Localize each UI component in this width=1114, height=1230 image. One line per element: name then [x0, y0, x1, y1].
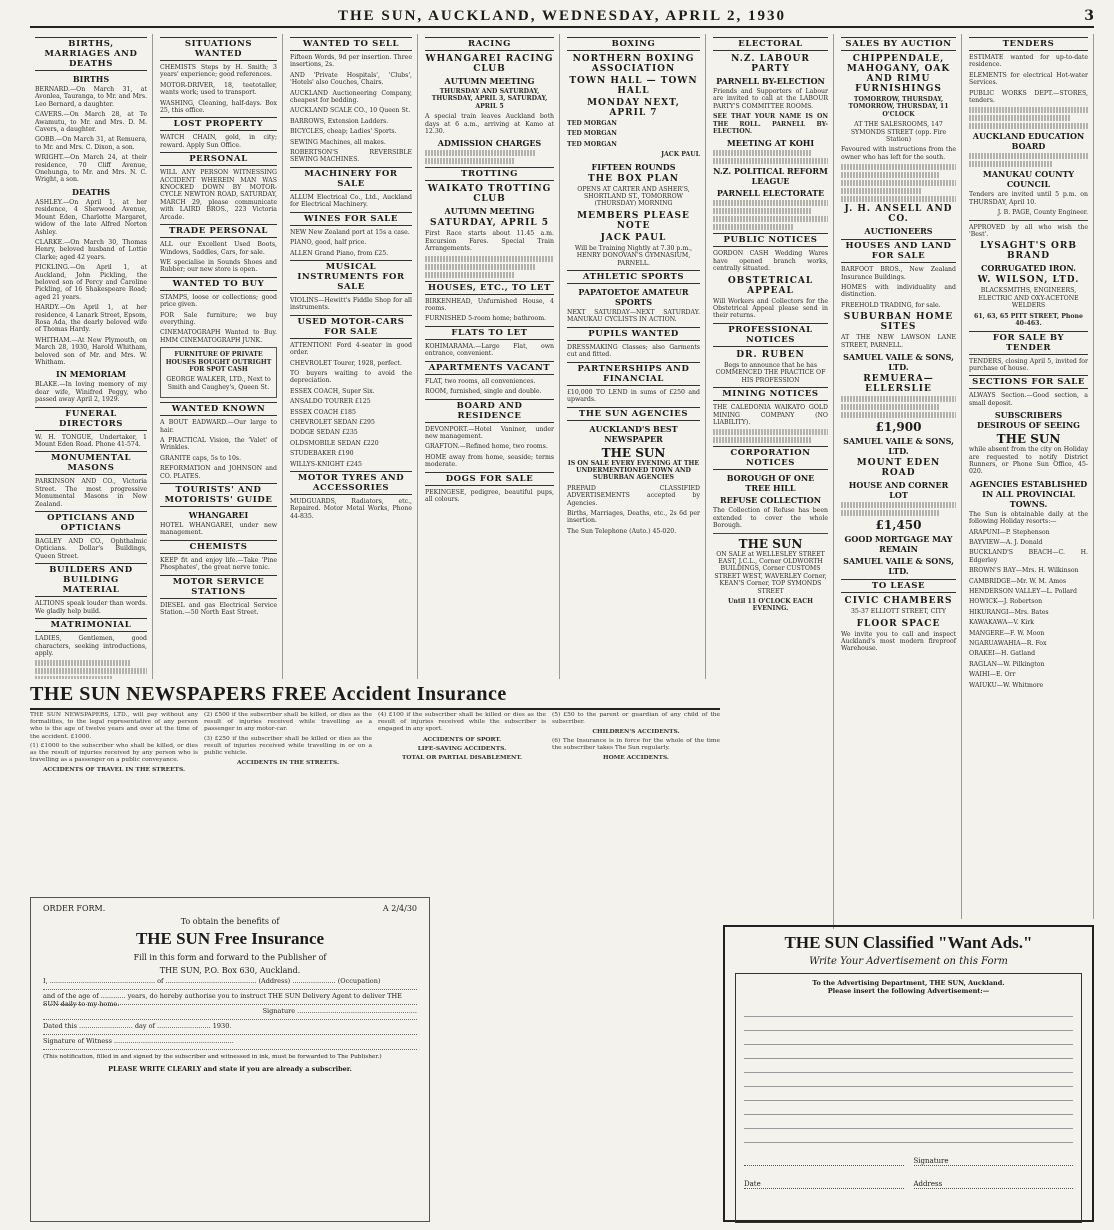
apartment-ad: ROOM, furnished, single and double.	[425, 388, 542, 396]
trotting-club: WAIKATO TROTTING CLUB	[427, 184, 552, 205]
section-head-auction: SALES BY AUCTION	[841, 37, 956, 51]
resort-item: WAIHI—E. Orr	[969, 671, 1016, 679]
memoriam-notice: BLAKE.—In loving memory of my dear wife, Winifred Peggy, who passed away April 2, 1929.	[35, 381, 147, 404]
mount-eden-sub: HOUSE AND CORNER LOT	[848, 480, 949, 501]
resort-item: BUCKLAND'S BEACH—C. H. Edgerley	[969, 549, 1088, 564]
want-ads-insert: Please insert the following Advertisement:—	[827, 987, 990, 995]
section-head-board: BOARD AND RESIDENCE	[425, 399, 554, 423]
sell-ad: BARROWS, Extension Ladders.	[290, 117, 389, 125]
order-address: THE SUN, P.O. Box 630, Auckland.	[159, 966, 301, 975]
insurance-column	[30, 712, 198, 892]
section-head-wanted-sell: WANTED TO SELL	[290, 37, 412, 51]
address-field[interactable]: Address	[914, 1180, 1074, 1189]
mount-eden: MOUNT EDEN ROAD	[856, 458, 941, 479]
doctor-text: Begs to announce that he has COMMENCED THE PRACTICE OF HIS PROFESSION	[715, 361, 826, 384]
section-head-wanted-buy: WANTED TO BUY	[160, 277, 277, 291]
athletic-club: PAPATOETOE AMATEUR SPORTS	[578, 287, 689, 308]
insurance-subhead: ACCIDENTS IN THE STREETS.	[236, 759, 340, 767]
tender-ad: ESTIMATE wanted for up-to-date residence.	[969, 54, 1088, 69]
order-intro: To obtain the benefits of	[180, 917, 280, 926]
insurance-order-form	[30, 897, 430, 1222]
instruments-ad: VIOLINS—Hewitt's Fiddle Shop for all instruments.	[290, 296, 412, 312]
house-land-ad: HOMES with individuality and distinction.	[841, 284, 956, 299]
section-head-wines: WINES FOR SALE	[290, 212, 412, 226]
refuse: REFUSE COLLECTION	[719, 495, 822, 506]
resort-item: BAYVIEW—A. J. Donald	[969, 538, 1043, 546]
boxer-name: TED MORGAN	[567, 120, 617, 127]
tourists-ad: HOTEL WHANGAREI, under new management.	[160, 522, 277, 537]
section-head-wanted-known: WANTED KNOWN	[160, 402, 277, 416]
agencies-head: AUCKLAND'S BEST NEWSPAPER	[589, 423, 678, 444]
car-list-item: ANSALDO TOURER £125	[290, 398, 371, 406]
athletic-text: NEXT SATURDAY—NEXT SATURDAY. MANUKAU CYCLISTS IN ACTION.	[567, 309, 700, 324]
car-ad: TO buyers waiting to avoid the depreciation.	[290, 369, 412, 385]
resort-item: WAIUKU—W. Whitmore	[969, 681, 1044, 689]
insurance-body	[30, 712, 720, 892]
sun-sale-time: Until 11 O'CLOCK EACH EVENING.	[727, 597, 814, 613]
order-form-code: A 2/4/30	[382, 904, 417, 913]
prepaid-text: PREPAID CLASSIFIED ADVERTISEMENTS accepted by Agencies.	[567, 484, 700, 507]
furniture-box	[160, 347, 277, 398]
trotting-meeting: AUTUMN MEETING	[444, 206, 535, 217]
situation-ad: CHEMISTS Steps by H. Smith; 3 years' experience; good references.	[160, 64, 277, 79]
insurance-subhead: LIFE-SAVING ACCIDENTS.	[417, 744, 507, 752]
sell-ad: AUCKLAND SCALE CO., 10 Queen St.	[290, 107, 411, 115]
birth-notice: CAVERS.—On March 28, at Te Awamutu, to Mr. and Mrs. D. M. Cavers, a daughter.	[35, 111, 147, 134]
insurance-paragraph: (2) £500 if the subscriber shall be killed, or dies as the result of injuries received while travelling as a passenger in any motor-car.	[204, 712, 372, 733]
auction-when: TOMORROW, THURSDAY, TOMORROW, THURSDAY, 11 O'CLOCK	[848, 96, 949, 118]
box-plan: THE BOX PLAN	[587, 173, 680, 184]
section-head-to-lease: TO LEASE	[841, 579, 956, 593]
wanted-known-ad: REFORMATION and JOHNSON and CO. PLATES.	[160, 465, 277, 480]
situation-ad: WASHING, Cleaning, half-days. Box 25, this office.	[160, 99, 277, 115]
section-head-funeral: FUNERAL DIRECTORS	[35, 407, 147, 431]
section-head-trade: TRADE PERSONAL	[160, 224, 277, 238]
signature-field[interactable]: Signature ..........................................................	[43, 1007, 417, 1020]
wanted-buy-ad: FOR Sale furniture; we buy everything.	[160, 311, 277, 326]
trotting-text: First Race starts about 11.45 a.m. Excursion Fares. Special Train Arrangements.	[425, 230, 554, 253]
lost-ad: WATCH CHAIN, gold, in city; reward. Apply Sun Office.	[160, 134, 277, 149]
section-head-athletic: ATHLETIC SPORTS	[567, 270, 700, 284]
builders-ad: ALTIONS speak louder than words. We gladly help build.	[35, 600, 147, 615]
resort-item: HENDERSON VALLEY—L. Pollard	[969, 588, 1077, 595]
pupils-ad: DRESSMAKING Classes; also Garments cut and fitted.	[567, 343, 700, 359]
signature-field[interactable]: Signature	[914, 1157, 1074, 1166]
board-ad: GRAFTON.—Refined home, two rooms.	[425, 443, 548, 451]
funeral-ad: W. H. TONGUE, Undertaker, 1 Mount Eden Road. Phone 41-574.	[35, 433, 147, 449]
want-ads-form	[723, 925, 1094, 1222]
section-head-sections: SECTIONS FOR SALE	[969, 375, 1088, 389]
wilson: W. WILSON, LTD.	[977, 275, 1080, 286]
apartment-ad: FLAT, two rooms, all conveniences.	[425, 377, 536, 385]
section-head-chemists: CHEMISTS	[160, 540, 277, 554]
section-head-tender-sale: FOR SALE BY TENDER	[969, 331, 1088, 355]
car-ad: ESSEX COACH, Super Six.	[290, 387, 375, 395]
wines-ad: PIANO, good, half price.	[290, 239, 367, 247]
order-footer: PLEASE WRITE CLEARLY and state if you are already a subscriber.	[108, 1065, 352, 1073]
section-head-matrimonial: MATRIMONIAL	[35, 618, 147, 632]
wilson-address: 61, 63, 65 PITT STREET, Phone 40-463.	[974, 312, 1083, 328]
section-head-tourists: TOURISTS' AND MOTORISTS' GUIDE	[160, 483, 277, 507]
insurance-banner: THE SUN NEWSPAPERS FREE Accident Insurance	[30, 683, 720, 710]
tender-ad: PUBLIC WORKS DEPT.—STORES, tenders.	[969, 89, 1088, 105]
dogs-ad: PEKINGESE, pedigree, beautiful pups, all colours.	[425, 488, 554, 503]
reform-league: N.Z. POLITICAL REFORM LEAGUE	[713, 166, 828, 187]
insurance-column	[552, 712, 720, 892]
monumental-ad: PARKINSON AND CO., Victoria Street. The most progressive Monumental Masons in New Zealand.	[35, 478, 147, 508]
boxing-association: NORTHERN BOXING ASSOCIATION	[572, 54, 695, 74]
trotting-date: SATURDAY, APRIL 5	[429, 218, 550, 229]
auction-text: Favoured with instructions from the owner who has left for the south.	[841, 146, 956, 161]
section-head-dogs: DOGS FOR SALE	[425, 472, 554, 486]
vote-line: SEE THAT YOUR NAME IS ON THE ROLL. PARNELL BY-ELECTION.	[713, 113, 828, 136]
subhead-memoriam: IN MEMORIAM	[55, 369, 127, 380]
name-field[interactable]: I, ................................................... of ............................................ (Address) ..................... (Occupation)	[43, 977, 417, 990]
column-situations	[155, 34, 283, 679]
death-notice: WHITHAM.—At New Plymouth, on March 28, 1930, Harold Whitham, beloved son of Mr. and Mrs. W. Whitham.	[35, 336, 147, 366]
tyres-ad: MUDGUARDS, Radiators, etc., Repaired. Motor Metal Works, Phone 44-835.	[290, 498, 412, 520]
sell-ad: AND 'Private Hospitals', 'Clubs', 'Hotels' also Couches, Chairs.	[290, 71, 412, 87]
trade-ad: ALL our Excellent Used Boots, Windows, Saddles, Cars, for sale.	[160, 241, 277, 256]
section-head-corporation: CORPORATION NOTICES	[713, 446, 828, 470]
car-list-item: STUDEBAKER £190	[290, 450, 354, 458]
boxing-date: MONDAY NEXT, APRIL 7	[587, 98, 680, 118]
labour-party: N.Z. LABOUR PARTY	[731, 54, 810, 74]
death-notice: ASHLEY.—On April 1, at her residence, 4 Sherwood Avenue, Mount Eden, Charlotte Margaret, widow of the late Alfred Norton Ashley.	[35, 198, 147, 236]
section-head-agencies: THE SUN AGENCIES	[567, 407, 700, 421]
section-head-pupils: PUPILS WANTED	[567, 327, 700, 341]
section-head-electoral: ELECTORAL	[713, 37, 828, 51]
members-notice: MEMBERS PLEASE NOTE	[577, 210, 690, 231]
box-plan-text: OPENS AT CARTER AND ASHER'S, SHORTLAND ST., TOMORROW (THURSDAY) MORNING	[577, 185, 690, 208]
birth-notice: WRIGHT.—On March 24, at their residence, 70 Cliff Avenue, Onehunga, to Mr. and Mrs. N. C. Wright, a son.	[35, 154, 147, 184]
furniture-text: GEORGE WALKER, LTD., Next to Smith and Caughey's, Queen St.	[166, 376, 271, 391]
labour-text: Friends and Supporters of Labour are invited to call at the LABOUR PARTY'S COMMITTEE ROOMS.	[713, 88, 828, 110]
column-racing	[420, 34, 560, 679]
column-tenders	[964, 34, 1094, 919]
reform-byelection: PARNELL ELECTORATE	[716, 188, 825, 199]
section-head-tenders: TENDERS	[969, 37, 1088, 51]
want-ads-to: To the Advertising Department, THE SUN, Auckland.	[812, 979, 1005, 987]
racing-admission: ADMISSION CHARGES	[437, 138, 542, 149]
column-boxing	[562, 34, 706, 679]
resort-item: HOWICK—J. Robertson	[969, 598, 1043, 606]
wanted-buy-ad: STAMPS, loose or collections; good price given.	[160, 293, 277, 309]
section-head-lost: LOST PROPERTY	[160, 117, 277, 131]
masthead	[30, 6, 1094, 28]
agencies-text: IS ON SALE EVERY EVENING AT THE UNDERMENTIONED TOWN AND SUBURBAN AGENCIES	[567, 459, 700, 482]
manukau-text: Tenders are invited until 5 p.m. on THURSDAY, April 10.	[969, 191, 1088, 206]
rates-text: Births, Marriages, Deaths, etc., 2s 6d per insertion.	[567, 509, 700, 525]
column-births-deaths	[30, 34, 153, 679]
dated-field[interactable]: Dated this .......................... day of .......................... 1930.	[43, 1022, 417, 1035]
section-head-situations: SITUATIONS WANTED	[160, 37, 277, 61]
jack-paul-text: Will be Training Nightly at 7.30 p.m., HENRY DONOVAN'S GYMNASIUM, PARNELL.	[574, 244, 693, 267]
sun-sale-logo: THE SUN	[738, 536, 803, 551]
insurance-subhead: TOTAL OR PARTIAL DISABLEMENT.	[401, 754, 523, 762]
column-electoral	[708, 34, 834, 929]
suburban-text: AT THE NEW LAWSON LANE STREET, PARNELL.	[841, 334, 956, 349]
boxer-name: TED MORGAN	[567, 130, 617, 138]
insurance-paragraph: (4) £100 if the subscriber shall be killed or dies as the result of injuries received while the subscriber is engaged in any sport.	[378, 712, 546, 733]
page-number: 3	[1084, 8, 1094, 24]
section-head-trotting: TROTTING	[425, 167, 554, 181]
sell-ad: SEWING Machines, all makes.	[290, 138, 386, 146]
resort-item: HIKURANGI—Mrs. Bates	[969, 608, 1049, 616]
car-list-item: CHEVROLET SEDAN £295	[290, 418, 375, 426]
furniture-head: FURNITURE OF PRIVATE HOUSES BOUGHT OUTRIGHT FOR SPOT CASH	[165, 351, 272, 373]
sun-sale-text: ON SALE at WELLESLEY STREET EAST, J.C.L., Corner OLDWORTH BUILDINGS, Corner CUSTOMS STREET WEST, WAVERLEY Corner, KEAN'S Corner, TOP SYMONDS STREET	[714, 550, 827, 595]
section-head-motor: MOTOR SERVICE STATIONS	[160, 575, 277, 599]
wilson-sub: BLACKSMITHS, ENGINEERS, ELECTRIC AND OXY-ACETONE WELDERS	[978, 287, 1079, 310]
suburban: SUBURBAN HOME SITES	[843, 312, 954, 333]
age-field[interactable]: and of the age of ............ years, do hereby authorise you to instruct THE SUN Delivery Agent to deliver THE SUN daily to my home.	[43, 992, 417, 1005]
flat-ad: KOHIMARAMA.—Large Flat, own entrance, convenient.	[425, 342, 554, 358]
section-head-flats: FLATS TO LET	[425, 326, 554, 340]
subhead-deaths: DEATHS	[71, 186, 111, 197]
car-ad: CHEVROLET Tourer, 1928, perfect.	[290, 359, 402, 367]
insurance-paragraph: (5) £50 to the parent or guardian of any child of the subscriber.	[552, 712, 720, 726]
manukau-council: MANUKAU COUNTY COUNCIL	[982, 169, 1075, 190]
boxer-name: TED MORGAN	[567, 140, 617, 148]
resort-item: MANGERE—F. W. Moon	[969, 629, 1045, 637]
house-ad: FURNISHED 5-room home; bathroom.	[425, 315, 547, 323]
order-small-print: (This notification, filled in and signed by the subscriber and witnessed in ink, must be forwarded to The Publisher.)	[43, 1054, 382, 1060]
civic-chambers: CIVIC CHAMBERS	[844, 596, 953, 607]
section-head-personal: PERSONAL	[160, 152, 277, 166]
machinery-ad: ALLUM Electrical Co., Ltd., Auckland for Electrical Machinery.	[290, 193, 412, 209]
resort-item: RAGLAN—W. Pilkington	[969, 660, 1045, 668]
resort-item: NGARUAWAHIA—R. Fox	[969, 640, 1047, 648]
sections-ad: ALWAYS Section.—Good section, a small deposit.	[969, 392, 1088, 407]
wanted-known-ad: A BOUT EADWARD.—Our large to hair.	[160, 419, 277, 434]
section-head-opticians: OPTICIANS AND OPTICIANS	[35, 511, 147, 535]
jack-paul: JACK PAUL	[600, 232, 667, 243]
personal-ad: WILL ANY PERSON WITNESSING ACCIDENT WHEREIN MAN WAS KNOCKED DOWN BY MOTOR-CYCLE NEWTON ROAD, SATURDAY, MARCH 29, please communicate with LAIRD BROS., 223 Victoria Arcade.	[160, 169, 277, 221]
section-head-bmd: BIRTHS, MARRIAGES AND DEATHS	[35, 37, 147, 71]
resort-item: BROWN'S BAY—Mrs. H. Wilkinson	[969, 567, 1079, 575]
tourists-town: WHANGAREI	[188, 510, 249, 521]
date-field[interactable]: Date	[744, 1180, 904, 1189]
house-land-ad: FREEHOLD TRADING, for sale.	[841, 301, 941, 309]
racing-text: A special train leaves Auckland both days at 6 a.m., arriving at Kamo at 12.30.	[425, 113, 554, 136]
section-head-used-cars: USED MOTOR-CARS FOR SALE	[290, 315, 412, 339]
column-wanted-sell	[285, 34, 418, 679]
witness-field[interactable]: Signature of Witness ..........................................................	[43, 1037, 417, 1050]
insurance-paragraph: (6) The Insurance is in force for the whole of the time the subscriber takes The Sun regularly.	[552, 737, 720, 751]
doctor-name: DR. RUBEN	[736, 349, 805, 360]
insurance-paragraph: (3) £250 if the subscriber shall be killed or dies as the result of injuries received while travelling in or on a public vehicle.	[204, 735, 372, 757]
sun-logo-small: THE SUN	[996, 432, 1061, 447]
resort-item: KAWAKAWA—V. Kirk	[969, 619, 1035, 627]
house-ad: BIRKENHEAD, Unfurnished House, 4 rooms.	[425, 297, 554, 313]
agencies-provincial: AGENCIES ESTABLISHED IN ALL PROVINCIAL TOWNS.	[969, 478, 1088, 509]
sell-ad: AUCKLAND Auctioneering Company, cheapest for bedding.	[290, 89, 412, 105]
want-ads-subtitle: Write Your Advertisement on this Form	[809, 956, 1008, 967]
sell-ad: Fifteen Words, 9d per insertion. Three insertions, 2s.	[290, 54, 412, 69]
board-ad: DEVONPORT.—Hotel Vaniner, under new management.	[425, 425, 554, 440]
insurance-subhead: ACCIDENTS OF TRAVEL IN THE STREETS.	[42, 766, 186, 774]
samuel-vaile: SAMUEL VAILE & SONS, LTD.	[843, 436, 954, 457]
insurance-column	[378, 712, 546, 892]
price: £1,450	[875, 518, 922, 533]
car-ad: ATTENTION! Ford 4-seater in good order.	[290, 341, 412, 357]
section-head-houses-land: HOUSES AND LAND FOR SALE	[841, 239, 956, 263]
order-form-label: ORDER FORM.	[43, 904, 106, 913]
insurance-subhead: CHILDREN'S ACCIDENTS.	[592, 728, 680, 736]
car-list-item: DODGE SEDAN £235	[290, 429, 358, 437]
auctioneer-sub: AUCTIONEERS	[864, 226, 933, 237]
partnerships-ad: £10,000 TO LEND in sums of £250 and upwards.	[567, 388, 700, 404]
optician-ad: BAGLEY AND CO., Ophthalmic Opticians. Dollar's Buildings, Queen Street.	[35, 538, 147, 560]
education-board: AUCKLAND EDUCATION BOARD	[972, 131, 1085, 152]
section-head-monumental: MONUMENTAL MASONS	[35, 451, 147, 475]
want-ads-title: THE SUN Classified "Want Ads."	[784, 933, 1033, 952]
mining-ad: THE CALEDONIA WAIKATO GOLD MINING COMPANY (NO LIABILITY).	[713, 404, 828, 426]
death-notice: PICKLING.—On April 1, at Auckland, John Pickling, the beloved son of Percy and Caroline Pickling, of 16 Shakespeare Road; aged 21 years.	[35, 264, 147, 301]
insurance-paragraph: (1) £1000 to the subscriber who shall be killed, or dies as the result of injuries received by any person who is travelling as a passenger on a public conveyance.	[30, 742, 198, 764]
order-title: THE SUN Free Insurance	[135, 929, 325, 948]
public-ad: GORDON CASH Wedding Wares have opened branch works, centrally situated.	[713, 250, 828, 273]
section-head-racing: RACING	[425, 37, 554, 51]
death-notice: CLARKE.—On March 30, Thomas Henry, beloved husband of Lottie Clarke; aged 42 years.	[35, 238, 147, 261]
newspaper-title: THE SUN, AUCKLAND, WEDNESDAY, APRIL 2, 1930	[337, 7, 787, 24]
order-fill: Fill in this form and forward to the Publisher of	[133, 953, 327, 962]
resort-item: ORAKEI—H. Gatland	[969, 650, 1036, 658]
racing-club: WHANGAREI RACING CLUB	[425, 54, 554, 74]
motor-ad: DIESEL and gas Electrical Service Station.—50 North East Street.	[160, 601, 277, 617]
section-head-professional: PROFESSIONAL NOTICES	[713, 323, 828, 347]
insurance-column	[204, 712, 372, 892]
wines-ad: NEW New Zealand port at 15s a case.	[290, 228, 410, 236]
resort-item: ARAPUNI—P. Stephenson	[969, 528, 1050, 536]
resort-item: CAMBRIDGE—Mr. W. M. Amos	[969, 577, 1067, 585]
tender-sale-ad: TENDERS, closing April 5, invited for purchase of house.	[969, 357, 1088, 372]
section-head-instruments: MUSICAL INSTRUMENTS FOR SALE	[290, 260, 412, 294]
price: £1,900	[875, 420, 922, 435]
auction-where: AT THE SALESROOMS, 147 SYMONDS STREET (opp. Fire Station)	[850, 121, 947, 144]
racing-dates: THURSDAY AND SATURDAY, THURSDAY, APRIL 3, SATURDAY, APRIL 5	[431, 88, 548, 110]
subscribers: SUBSCRIBERS DESIROUS OF SEEING	[976, 410, 1080, 431]
car-list-item: WILLYS-KNIGHT £245	[290, 460, 362, 468]
floor-text: We invite you to call and inspect Auckland's most modern fireproof Warehouse.	[841, 630, 956, 653]
section-head-apartments: APARTMENTS VACANT	[425, 361, 554, 375]
car-list-item: OLDSMOBILE SEDAN £220	[290, 439, 379, 447]
section-head-boxing: BOXING	[567, 37, 700, 51]
car-list-item: ESSEX COACH £185	[290, 408, 356, 416]
agencies-provincial-text: The Sun is obtainable daily at the following Holiday resorts:—	[969, 510, 1088, 526]
sell-ad: ROBERTSON'S REVERSIBLE SEWING MACHINES.	[290, 149, 412, 164]
obstetrical-text: Will Workers and Collectors for the Obstetrical Appeal please send in their returns.	[713, 297, 828, 320]
want-ads-box	[735, 973, 1082, 1223]
death-notice: HARDY.—On April 1, at her residence, 4 Lanark Street, Epsom, Rosa Ada, the dearly beloved wife of Thomas Hardy.	[35, 304, 147, 334]
obstetrical-appeal: OBSTETRICAL APPEAL	[727, 275, 814, 296]
wanted-buy-ad: CINEMATOGRAPH Wanted to Buy. HMM CINEMATOGRAPH JUNK.	[160, 329, 277, 344]
mortgage: GOOD MORTGAGE MAY REMAIN	[844, 534, 953, 555]
tender-ad: ELEMENTS for electrical Hot-water Services.	[969, 71, 1088, 87]
meeting: MEETING AT KOHI	[726, 138, 815, 149]
subhead-births: BIRTHS	[72, 74, 110, 84]
racing-meeting: AUTUMN MEETING	[444, 76, 535, 86]
approved-text: APPROVED by all who wish the 'Best'.	[969, 223, 1088, 239]
section-head-mining: MINING NOTICES	[713, 387, 828, 401]
section-head-tyres: MOTOR TYRES AND ACCESSORIES	[290, 471, 412, 495]
floor-space: FLOOR SPACE	[856, 618, 941, 629]
section-head-public: PUBLIC NOTICES	[713, 233, 828, 247]
matrimonial-ad: LADIES, Gentlemen, good characters, seeking introductions, apply.	[35, 635, 147, 657]
samuel-vaile: SAMUEL VAILE & SONS, LTD.	[843, 556, 954, 577]
section-head-partnerships: PARTNERSHIPS AND FINANCIAL	[567, 362, 700, 386]
situation-ad: MOTOR-DRIVER, 18, teetotaller, wants work; used to transport.	[160, 81, 277, 97]
auctioneer: J. H. ANSELL AND CO.	[844, 204, 953, 225]
boxing-opponent: JACK PAUL	[661, 151, 700, 159]
section-head-houses: HOUSES, ETC., TO LET	[425, 281, 554, 295]
birth-notice: BERNARD.—On March 31, at Avonlea, Tauranga, to Mr. and Mrs. Leo Bernard, a daughter.	[35, 86, 147, 108]
engineer: J. B. PAGE, County Engineer.	[997, 209, 1088, 217]
insurance-subhead: ACCIDENTS OF SPORT.	[422, 735, 502, 743]
telephone-text: The Sun Telephone (Auto.) 45-020.	[567, 527, 677, 535]
advertisement-text-area[interactable]	[744, 1003, 1073, 1143]
sun-logo: THE SUN	[601, 445, 666, 460]
insurance-subhead: HOME ACCIDENTS.	[603, 754, 669, 762]
birth-notice: GOBB.—On March 31, at Remuera, to Mr. and Mrs. C. Dixon, a son.	[35, 136, 147, 151]
column-auction	[836, 34, 962, 919]
subscribers-text: while absent from the city on Holiday are requested to notify District Runners, or Phone Sun Office, 45-020.	[969, 446, 1088, 476]
orb-sub: CORRUGATED IRON.	[981, 263, 1076, 274]
section-head-machinery: MACHINERY FOR SALE	[290, 167, 412, 191]
sell-ad: BICYCLES, cheap; Ladies' Sports.	[290, 128, 397, 136]
samuel-vaile: SAMUEL VAILE & SONS, LTD.	[843, 352, 954, 373]
orb-brand: LYSAGHT'S ORB BRAND	[980, 241, 1077, 262]
trade-ad: WE specialise in Sounds Shoes and Rubber; our new store is open.	[160, 258, 277, 274]
chemists-ad: KEEP fit and enjoy life.—Take 'Pine Phosphates', the great nerve tonic.	[160, 556, 277, 572]
auction-head: CHIPPENDALE, MAHOGANY, OAK AND RIMU FURNISHINGS	[846, 54, 951, 94]
section-head-builders: BUILDERS AND BUILDING MATERIAL	[35, 563, 147, 597]
wines-ad: ALLEN Grand Piano, from £25.	[290, 249, 389, 257]
wanted-known-ad: A PRACTICAL Vision, the 'Valet' of Wrinkles.	[160, 437, 277, 452]
boxing-rounds: FIFTEEN ROUNDS	[591, 161, 676, 172]
house-land-ad: BARFOOT BROS., New Zealand Insurance Buildings.	[841, 266, 956, 281]
remuera: REMUERA—ELLERSLIE	[863, 374, 934, 395]
civic-address: 35-37 ELLIOTT STREET, CITY	[851, 608, 946, 616]
labour-byelection: PARNELL BY-ELECTION	[716, 76, 825, 86]
board-ad: HOME away from home, seaside; terms moderate.	[425, 453, 554, 469]
boxing-hall: TOWN HALL — TOWN HALL	[569, 76, 698, 96]
refuse-text: The Collection of Refuse has been extended to cover the whole Borough.	[713, 507, 828, 530]
insurance-paragraph: THE SUN NEWSPAPERS, LTD., will pay without any formalities, to the legal representative of any person who is the age of twelve years and over at the time of the accident. £1000.	[30, 712, 198, 740]
borough: BOROUGH OF ONE TREE HILL	[726, 473, 815, 494]
wanted-known-ad: GRANITE caps, 5s to 10s.	[160, 454, 242, 462]
